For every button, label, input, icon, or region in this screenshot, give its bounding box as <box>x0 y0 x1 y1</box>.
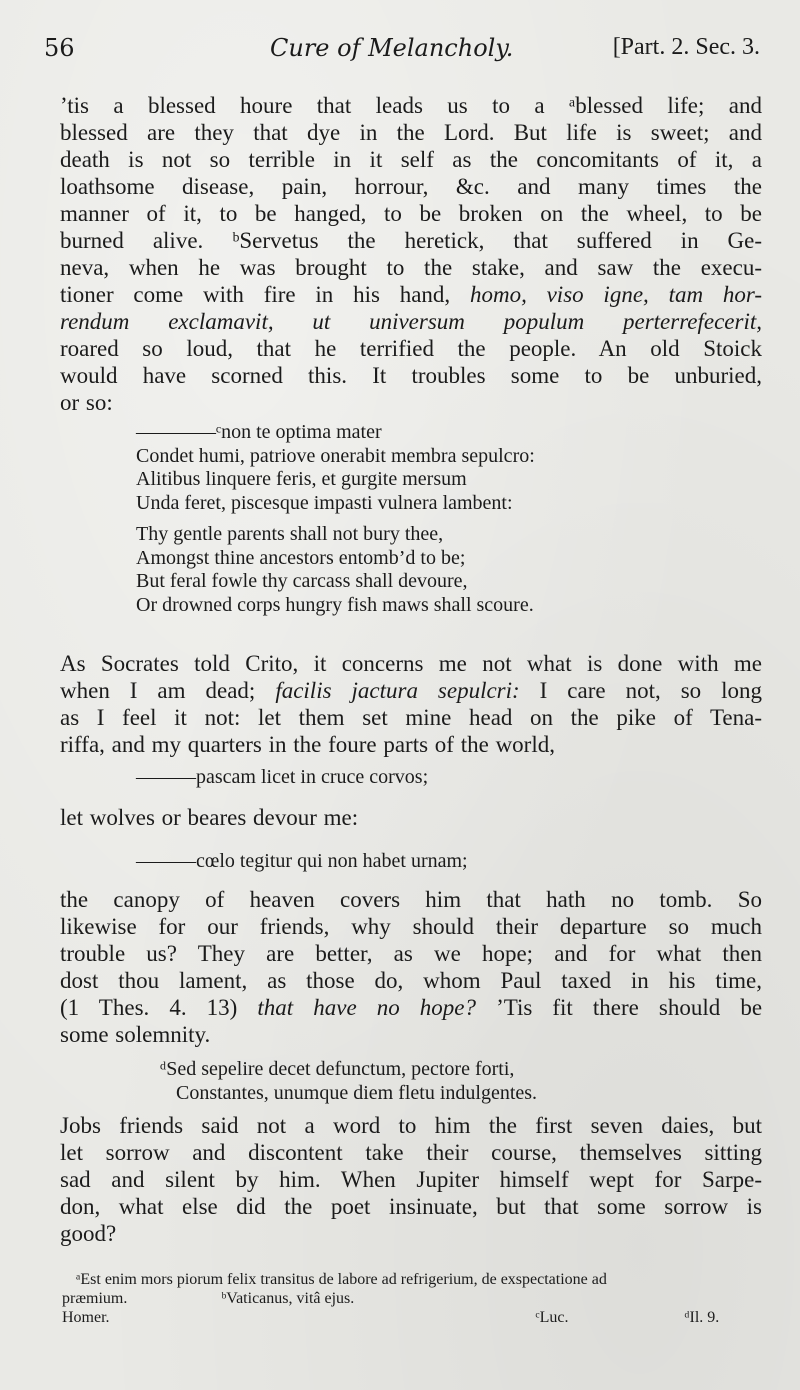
paragraph-2 <box>60 650 762 758</box>
text-fragment: when I am dead; <box>60 678 256 703</box>
verse-line: Unda feret, piscesque impasti vulnera lambent: <box>136 491 513 514</box>
quote-corvos <box>136 766 428 790</box>
text-line: death is not so terrible in it self as the concomitants of it, a <box>60 147 762 172</box>
footnote-a-end: Homer. <box>62 1309 110 1326</box>
text-line: manner of it, to be hanged, to be broken on the wheel, to be <box>60 201 762 226</box>
paragraph-1 <box>60 92 762 416</box>
text-fragment: (1 Thes. 4. 13) <box>60 995 238 1020</box>
page-number: 56 <box>44 34 75 62</box>
text-line: some solemnity. <box>60 1022 211 1047</box>
latin-verse-1 <box>136 421 535 515</box>
text-line: dost thou lament, as those do, whom Paul taxed in his time, <box>60 968 762 993</box>
text-line: as I feel it not: let them set mine head on the pike of Tena- <box>60 705 762 730</box>
section-label: [Part. 2. Sec. 3. <box>612 34 760 60</box>
footnote-line <box>62 1289 762 1308</box>
verse-line: But feral fowle thy carcass shall devoure, <box>136 570 468 592</box>
text-line: rendum exclamavit, ut universum populum perterrefecerit, <box>60 309 762 334</box>
text-line: neva, when he was brought to the stake, and saw the execu- <box>60 255 762 280</box>
text-line: good? <box>60 1221 117 1246</box>
footnote-c: ᶜLuc. <box>535 1309 569 1326</box>
paragraph-3 <box>60 804 762 831</box>
verse-line: Constantes, unumque diem fletu indulgentes. <box>176 1081 538 1104</box>
verse-line: ————ᶜnon te optima mater <box>136 421 382 443</box>
text-fragment: tioner come with fire in his hand, <box>60 282 451 307</box>
text-line: trouble us? They are better, as we hope; and for what then <box>60 941 762 966</box>
paragraph-4 <box>60 886 762 1048</box>
running-title: Cure of Melancholy. <box>270 34 514 62</box>
verse-line: Or drowned corps hungry fish maws shall scoure. <box>136 593 534 616</box>
text-line: loathsome disease, pain, horrour, &c. and many times the <box>60 174 762 199</box>
footnote-a: ᵃEst enim mors piorum felix transitus de labore ad refrigerium, de exspectatione ad <box>76 1271 607 1288</box>
text-line: As Socrates told Crito, it concerns me not what is done with me <box>60 651 762 676</box>
verse-line: ———cœlo tegitur qui non habet urnam; <box>136 850 468 872</box>
text-line: blessed are they that dye in the Lord. But life is sweet; and <box>60 120 762 145</box>
footnotes <box>62 1270 762 1327</box>
text-line: likewise for our friends, why should their departure so much <box>60 914 762 939</box>
text-line: the canopy of heaven covers him that hath no tomb. So <box>60 887 762 912</box>
quote-urnam <box>136 850 468 874</box>
verse-line: ———pascam licet in cruce corvos; <box>136 766 429 788</box>
italic-phrase: homo, viso igne, tam hor- <box>469 282 762 307</box>
text-fragment: ’Tis fit there should be <box>496 995 763 1020</box>
verse-line: Condet humi, patriove onerabit membra sepulcro: <box>136 444 535 467</box>
running-header <box>44 34 760 74</box>
paragraph-5 <box>60 1112 762 1247</box>
verse-line: Alitibus linquere feris, et gurgite mersum <box>136 468 467 490</box>
footnote-a-cont: præmium. <box>62 1290 128 1307</box>
verse-line: ᵈSed sepelire decet defunctum, pectore forti, <box>160 1058 515 1080</box>
text-line: sad and silent by him. When Jupiter himself wept for Sarpe- <box>60 1167 762 1192</box>
footnote-line <box>62 1308 762 1327</box>
footnote-b: ᵇVaticanus, vitâ ejus. <box>221 1290 355 1307</box>
text-line: riffa, and my quarters in the foure parts of the world, <box>60 732 555 757</box>
text-line <box>60 994 762 1021</box>
text-fragment: I care not, so long <box>539 678 763 703</box>
text-line: let sorrow and discontent take their course, themselves sitting <box>60 1140 762 1165</box>
text-line: roared so loud, that he terrified the people. An old Stoick <box>60 336 762 361</box>
italic-phrase: facilis jactura sepulcri: <box>275 678 520 703</box>
italic-phrase: that have no hope? <box>257 995 476 1020</box>
text-line: don, what else did the poet insinuate, but that some sorrow is <box>60 1194 762 1219</box>
text-line: burned alive. ᵇServetus the heretick, that suffered in Ge- <box>60 228 762 253</box>
verse-line: Amongst thine ancestors entomb’d to be; <box>136 546 466 569</box>
footnote-d: ᵈIl. 9. <box>684 1309 720 1326</box>
english-verse-1 <box>136 523 534 617</box>
text-line: let wolves or beares devour me: <box>60 805 359 830</box>
text-line: or so: <box>60 390 113 415</box>
text-line: would have scorned this. It troubles some to be unburied, <box>60 363 762 388</box>
text-line: ’tis a blessed houre that leads us to a ᵃblessed life; and <box>60 93 762 118</box>
verse-line: Thy gentle parents shall not bury thee, <box>136 523 444 545</box>
text-line <box>60 677 762 704</box>
text-line: Jobs friends said not a word to him the first seven daies, but <box>60 1113 762 1138</box>
latin-verse-2 <box>160 1058 537 1105</box>
text-line <box>60 281 762 308</box>
